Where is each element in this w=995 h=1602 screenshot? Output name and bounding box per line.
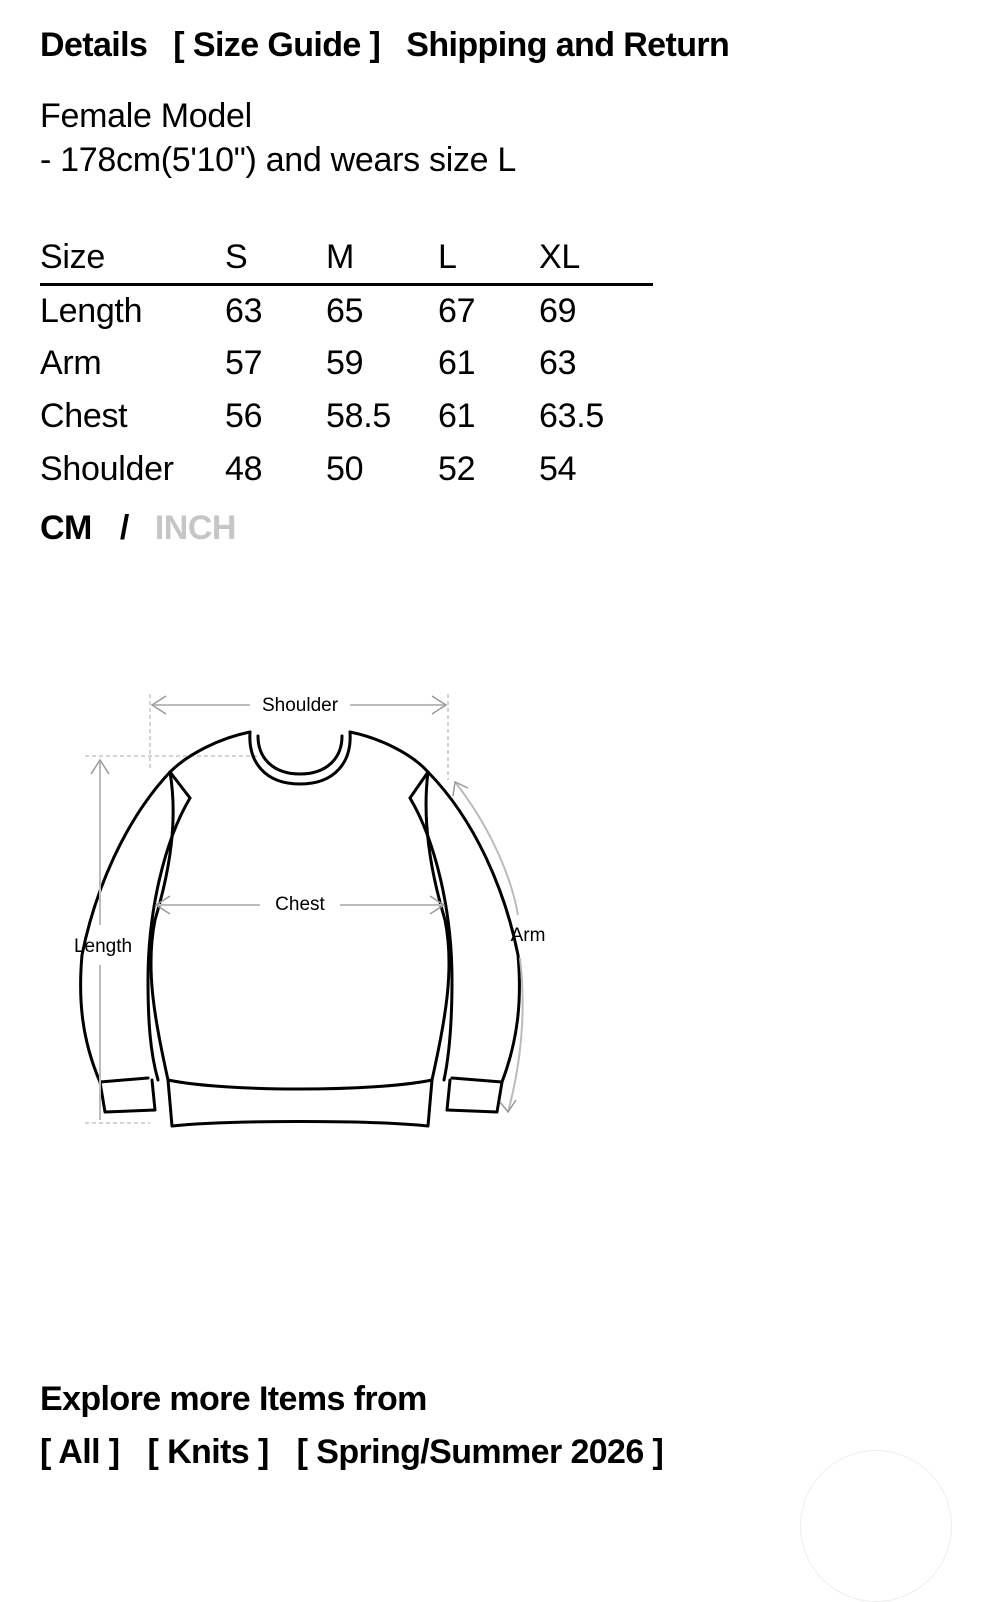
model-info — [40, 94, 516, 182]
length-label: Length — [73, 936, 133, 957]
explore-link-knits[interactable]: [ Knits ] — [147, 1433, 269, 1471]
explore-title: Explore more Items from — [40, 1380, 427, 1418]
table-cell: 57 — [225, 344, 263, 382]
table-cell: 52 — [438, 450, 476, 488]
table-cell: 61 — [438, 344, 476, 382]
row-label: Length — [40, 291, 143, 330]
unit-cm-button[interactable]: CM — [40, 509, 92, 547]
table-row — [40, 284, 653, 337]
table-cell: 63.5 — [539, 397, 604, 435]
explore-links — [40, 1433, 663, 1472]
size-header-s: S — [225, 234, 326, 284]
row-label: Chest — [40, 397, 128, 435]
arm-label: Arm — [510, 925, 546, 946]
sweater-measurement-diagram — [60, 680, 570, 1150]
tab-details[interactable]: Details — [40, 26, 148, 64]
sweater-diagram-svg — [60, 680, 570, 1150]
chest-label: Chest — [275, 894, 325, 915]
size-table-header-row — [40, 234, 653, 284]
size-table — [40, 234, 653, 496]
tab-bar — [40, 26, 729, 65]
explore-link-season[interactable]: [ Spring/Summer 2026 ] — [296, 1433, 664, 1471]
table-cell: 54 — [539, 450, 577, 488]
size-header-xl: XL — [539, 234, 653, 284]
unit-separator: / — [119, 509, 129, 547]
table-cell: 65 — [326, 291, 364, 330]
table-cell: 58.5 — [326, 397, 391, 435]
table-row — [40, 337, 653, 390]
table-cell: 59 — [326, 344, 364, 382]
unit-inch-button[interactable]: INCH — [154, 509, 236, 547]
table-cell: 56 — [225, 397, 263, 435]
table-row — [40, 443, 653, 496]
table-cell: 48 — [225, 450, 263, 488]
shoulder-label: Shoulder — [261, 695, 339, 716]
table-cell: 67 — [438, 291, 476, 330]
table-cell: 69 — [539, 291, 577, 330]
table-cell: 50 — [326, 450, 364, 488]
explore-link-all[interactable]: [ All ] — [40, 1433, 120, 1471]
table-row — [40, 390, 653, 443]
table-cell: 63 — [539, 344, 577, 382]
explore-more-section — [40, 1380, 663, 1472]
unit-toggle — [40, 509, 236, 548]
arm-measure-line — [453, 782, 523, 1112]
table-cell: 63 — [225, 291, 263, 330]
table-cell: 61 — [438, 397, 476, 435]
floating-circle-button[interactable] — [800, 1450, 952, 1602]
size-header: Size — [40, 234, 225, 284]
row-label: Shoulder — [40, 450, 174, 488]
model-title: Female Model — [40, 97, 252, 135]
row-label: Arm — [40, 344, 102, 382]
tab-shipping-and-return[interactable]: Shipping and Return — [406, 26, 730, 64]
model-size-info: - 178cm(5'10") and wears size L — [40, 141, 517, 179]
size-header-m: M — [326, 234, 438, 284]
guide-lines — [85, 694, 448, 1123]
size-header-l: L — [438, 234, 539, 284]
tab-size-guide[interactable]: [ Size Guide ] — [173, 26, 381, 64]
